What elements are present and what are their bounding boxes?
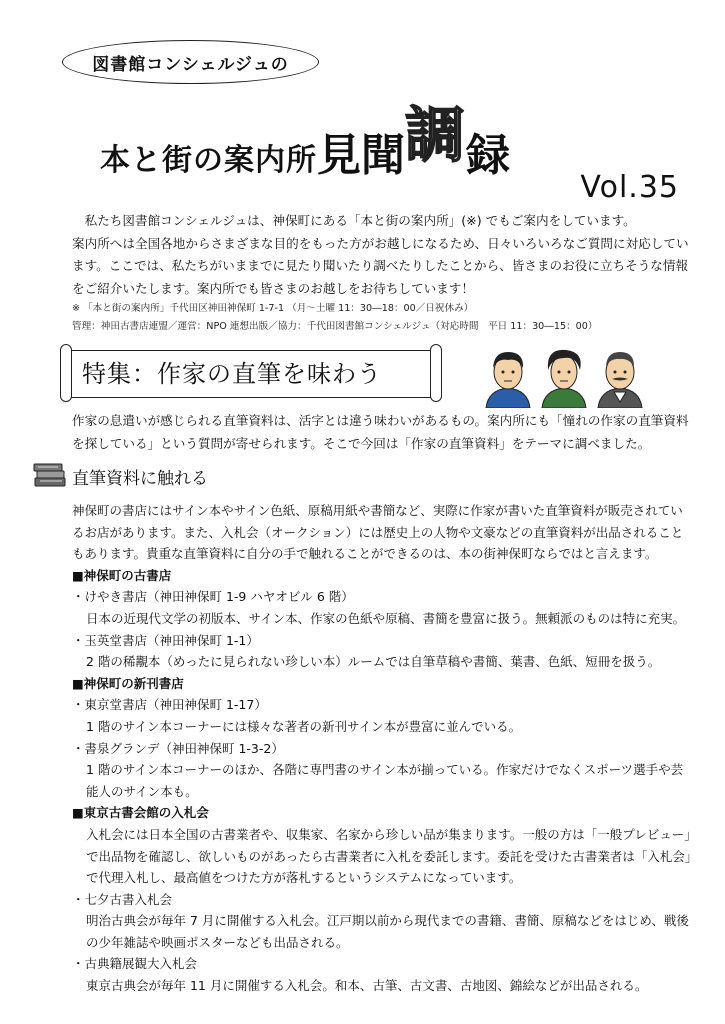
section-heading: 直筆資料に触れる: [72, 469, 208, 489]
subtitle-label: 図書館コンシェルジュの: [92, 54, 289, 75]
list-item-desc: 日本の近現代文学の初版本、サイン本、作家の色紙や原稿、書簡を豊富に扱う。無頼派のものは特に充実。: [86, 610, 686, 626]
list-item: ・古典籍展観大入札会: [72, 956, 198, 972]
feature-banner: [60, 344, 442, 402]
list-item: ・東京堂書店（神田神保町 1-17）: [72, 697, 267, 713]
list-item-desc: 明治古典会が毎年 7 月に開催する入札会。江戸期以前から現代までの書籍、書簡、原稿などをはじめ、戦後の少年雑誌や映画ポスターなども出品される。: [86, 913, 689, 950]
auction-paragraph: 入札会には日本全国の古書業者や、収集家、名家から珍しい品が集まります。一般の方は「一般プレビュー」で出品物を確認し、欲しいものがあったら古書業者に入札を委託します。委託を受けた古書業者は「入札会」で代理入札し、最高値をつけた方が落札するというシステムになっています。: [86, 826, 692, 886]
feature-title: 特集：作家の直筆を味わう: [82, 360, 382, 388]
title-big1: 見聞: [317, 130, 405, 181]
title-outline: 調: [405, 101, 466, 171]
scroll-roll-right: [430, 344, 442, 402]
feature-intro: [72, 410, 692, 455]
list-item-desc: 2 階の稀覯本（めったに見られない珍しい本）ルームでは自筆草稿や書簡、葉書、色紙、短冊を扱う。: [86, 654, 661, 670]
list-item: ・書泉グランデ（神田神保町 1-3-2）: [72, 740, 284, 756]
sub-heading-new-bookstores: ■神保町の新刊書店: [72, 675, 184, 691]
portrait-2: [542, 350, 586, 408]
scroll-roll-left: [60, 344, 72, 402]
portrait-3: [598, 352, 642, 408]
sub-heading-auction: ■東京古書会館の入札会: [72, 805, 209, 821]
sub-heading-old-bookstores: ■神保町の古書店: [72, 567, 172, 583]
books-icon: [32, 460, 68, 490]
note-2: 管理：神田古書店連盟／運営：NPO 連想出版／協力：千代田図書館コンシェルジュ（対応時間 平日 11：30―15：00）: [72, 321, 598, 332]
title-main: 本と街の案内所: [100, 143, 317, 178]
section-paragraph: 神保町の書店にはサイン本やサイン色紙、原稿用紙や書簡など、実際に作家が書いた直筆資料が販売されているお店があります。また、入札会（オークション）には歴史上の人物や文豪などの直筆資料が出品されることもあります。貴重な直筆資料に自分の手で触れることができるのは、本の街神保町ならではと言えます。: [72, 503, 684, 562]
list-item-desc: 東京古典会が毎年 11 月に開催する入札会。和本、古筆、古文書、古地図、錦絵などが出品される。: [86, 978, 648, 994]
feature-intro-text: 作家の息遣いが感じられる直筆資料は、活字とは違う味わいがあるもの。案内所にも「憧れの作家の直筆資料を探している」という質問が寄せられます。そこで今回は「作家の直筆資料」をテーマに調べました。: [72, 413, 689, 451]
list-item: ・七夕古書入札会: [72, 891, 173, 907]
note-1: ※ 「本と街の案内所」千代田区神田神保町 1-7-1 （月～土曜 11：30―18：00／日祝休み）: [72, 303, 474, 314]
author-portraits-illustration: [480, 346, 650, 408]
title-big2: 録: [466, 130, 510, 181]
portrait-1: [486, 352, 530, 408]
intro-line-2: 案内所へは全国各地からさまざまな目的をもった方がお越しになるため、日々いろいろなご質問に対応しています。ここでは、私たちがいままでに見たり聞いたり調べたりしたことから、皆さまのお役に立ちそうな情報をご紹介いたします。案内所でも皆さまのお越しをお待ちしています！: [72, 235, 689, 296]
volume-label: Vol.35: [580, 170, 679, 205]
section-body: [72, 500, 694, 997]
list-item: ・けやき書店（神田神保町 1-9 ハヤオビル 6 階）: [72, 589, 354, 605]
subtitle-oval: [62, 40, 319, 84]
list-item-desc: 1 階のサイン本コーナーのほか、各階に専門書のサイン本が揃っている。作家だけでなくスポーツ選手や芸能人のサイン本も。: [86, 762, 684, 799]
intro-text: [72, 210, 692, 300]
intro-line-1: 私たち図書館コンシェルジュは、神保町にある「本と街の案内所」(※) でもご案内をしています。: [84, 213, 636, 228]
list-item: ・玉英堂書店（神田神保町 1-1）: [72, 632, 259, 648]
list-item-desc: 1 階のサイン本コーナーには様々な著者の新刊サイン本が豊富に並んでいる。: [86, 718, 522, 734]
page-title: [100, 102, 510, 188]
